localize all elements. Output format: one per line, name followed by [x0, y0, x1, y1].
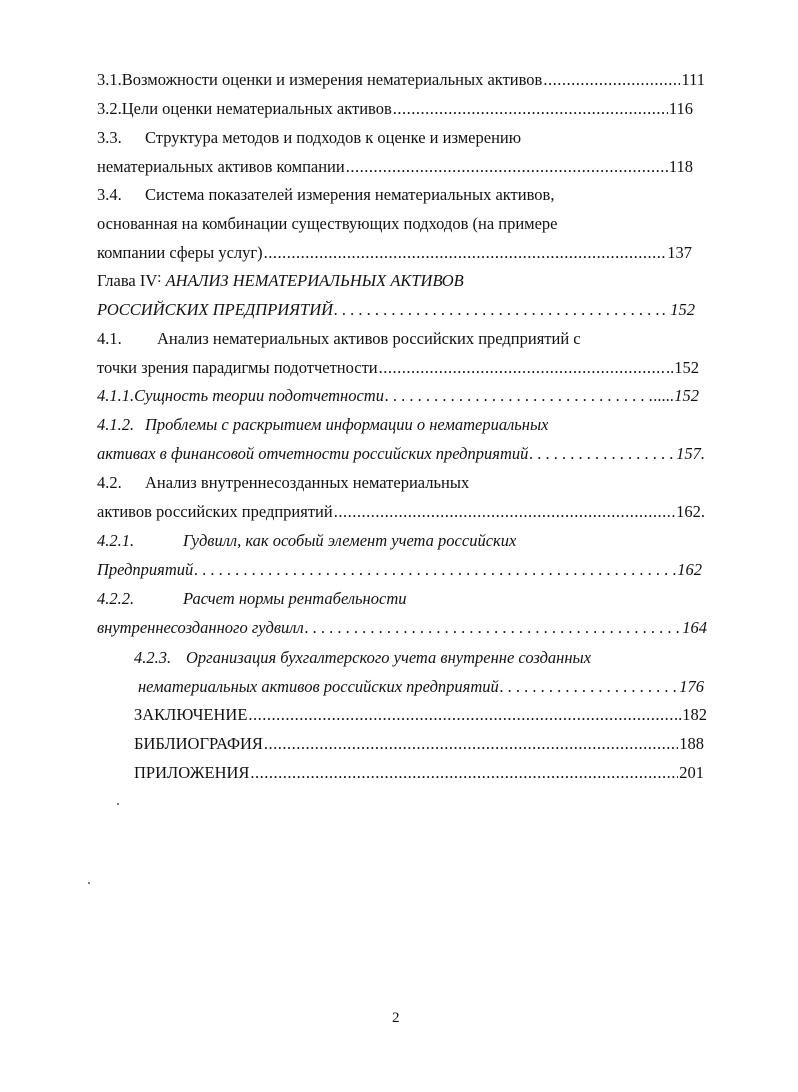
toc-title: Система показателей измерения нематериальных активов,: [145, 185, 555, 204]
toc-page: ..152: [666, 358, 699, 377]
toc-title-cont: нематериальных активов российских предприятий: [138, 677, 499, 696]
toc-entry-4-1-line2: [97, 358, 699, 378]
toc-entry-3-1: [97, 70, 705, 90]
toc-entry-4-1-2-line2: [97, 444, 705, 464]
toc-title-cont: активах в финансовой отчетности российских предприятий: [97, 444, 529, 463]
dot-leader: [379, 358, 665, 378]
page-number: 2: [392, 1010, 400, 1026]
toc-entry-conclusion: [134, 705, 707, 725]
dot-leader: [334, 300, 661, 320]
toc-entry-4-2-2-line1: [97, 589, 406, 609]
dot-leader: [385, 386, 653, 406]
toc-page: 118: [668, 157, 693, 176]
toc-entry-3-3-line2: [97, 157, 693, 177]
toc-page: 188: [679, 734, 704, 753]
toc-title-cont: Предприятий: [97, 560, 194, 579]
toc-entry-4-2-2-line2: [97, 618, 707, 638]
toc-page: 116: [668, 99, 693, 118]
toc-number: 3.3.: [97, 128, 122, 147]
toc-entry-4-1-2-line1: [97, 415, 548, 435]
toc-number: 4.1.1.: [97, 386, 135, 405]
chapter-colon: :: [157, 271, 162, 286]
toc-entry-3-4-line2: [97, 214, 558, 234]
toc-title: ЗАКЛЮЧЕНИЕ: [134, 705, 248, 724]
toc-entry-4-1-1: [97, 386, 699, 406]
dot-leader: [305, 618, 682, 638]
chapter-title: АНАЛИЗ НЕМАТЕРИАЛЬНЫХ АКТИВОВ: [165, 271, 464, 290]
toc-entry-3-4-line3: [97, 243, 692, 263]
dot-leader: [543, 70, 680, 90]
toc-page: 162: [677, 560, 702, 579]
dot-leader: [248, 705, 673, 725]
toc-page: 157.: [676, 444, 705, 463]
toc-number: 4.2.1.: [97, 531, 135, 550]
toc-title: Анализ внутреннесозданных нематериальных: [145, 473, 470, 492]
toc-number: 3.2.: [97, 99, 122, 118]
toc-page: .....152: [653, 386, 699, 405]
toc-title: Гудвилл, как особый элемент учета российских: [183, 531, 517, 550]
toc-number: 4.1.: [97, 329, 122, 348]
toc-title: Структура методов и подходов к оценке и измерению: [145, 128, 522, 147]
toc-number: 3.4.: [97, 185, 122, 204]
dot-leader: [346, 157, 668, 177]
scan-speck: [88, 882, 90, 884]
toc-entry-4-2-3-line2: [138, 677, 704, 697]
toc-number: 4.2.3.: [134, 648, 172, 667]
toc-entry-4-2-line2: [97, 502, 705, 522]
toc-number: 4.1.2.: [97, 415, 135, 434]
toc-title-cont: внутреннесозданного гудвилл: [97, 618, 304, 637]
toc-title: БИБЛИОГРАФИЯ: [134, 734, 263, 753]
toc-title-cont: активов российских предприятий: [97, 502, 333, 521]
toc-page: 201: [679, 763, 704, 782]
toc-title-cont: компании сферы услуг): [97, 243, 263, 262]
dot-leader: [529, 444, 675, 464]
toc-page: 176: [679, 677, 704, 696]
toc-title: Сущность теории подотчетности: [134, 386, 384, 405]
toc-entry-3-2: [97, 99, 693, 119]
toc-title-cont: нематериальных активов компании: [97, 157, 345, 176]
chapter-4-heading-line1: [97, 271, 464, 292]
chapter-title-cont: РОССИЙСКИХ ПРЕДПРИЯТИЙ: [97, 300, 334, 319]
chapter-4-heading-line2: [97, 300, 695, 320]
toc-entry-4-2-3-line1: [134, 648, 591, 668]
scan-speck: [117, 803, 119, 805]
toc-title: ПРИЛОЖЕНИЯ: [134, 763, 250, 782]
chapter-prefix: Глава IV: [97, 271, 158, 290]
dot-leader: [264, 734, 678, 754]
toc-entry-4-2-1-line2: [97, 560, 702, 580]
toc-page: ..182: [674, 705, 707, 724]
toc-page: . 152: [662, 300, 695, 319]
toc-title-cont: точки зрения парадигмы подотчетности: [97, 358, 378, 377]
toc-entry-appendices: [134, 763, 704, 783]
toc-entry-4-1-line1: [97, 329, 581, 349]
toc-title: Расчет нормы рентабельности: [183, 589, 407, 608]
toc-page: 111: [681, 70, 705, 89]
toc-entry-3-3-line1: [97, 128, 521, 148]
toc-title: Организация бухгалтерского учета внутренне созданных: [186, 648, 592, 667]
toc-number: 3.1.: [97, 70, 122, 89]
toc-page: 164: [682, 618, 707, 637]
dot-leader: [334, 502, 675, 522]
toc-title: Проблемы с раскрытием информации о нематериальных: [145, 415, 549, 434]
toc-title-cont: основанная на комбинации существующих подходов (на примере: [97, 214, 558, 233]
toc-page: 137: [667, 243, 692, 262]
toc-entry-bibliography: [134, 734, 704, 754]
toc-page: 162.: [676, 502, 705, 521]
dot-leader: [500, 677, 678, 697]
toc-entry-4-2-1-line1: [97, 531, 516, 551]
toc-entry-4-2-line1: [97, 473, 469, 493]
toc-number: 4.2.: [97, 473, 122, 492]
toc-number: 4.2.2.: [97, 589, 135, 608]
toc-entry-3-4-line1: [97, 185, 554, 205]
toc-title: Цели оценки нематериальных активов: [121, 99, 392, 118]
dot-leader: [264, 243, 667, 263]
dot-leader: [393, 99, 668, 119]
toc-title: Анализ нематериальных активов российских предприятий с: [157, 329, 581, 348]
toc-title: Возможности оценки и измерения нематериальных активов: [121, 70, 543, 89]
dot-leader: [194, 560, 676, 580]
dot-leader: [250, 763, 678, 783]
